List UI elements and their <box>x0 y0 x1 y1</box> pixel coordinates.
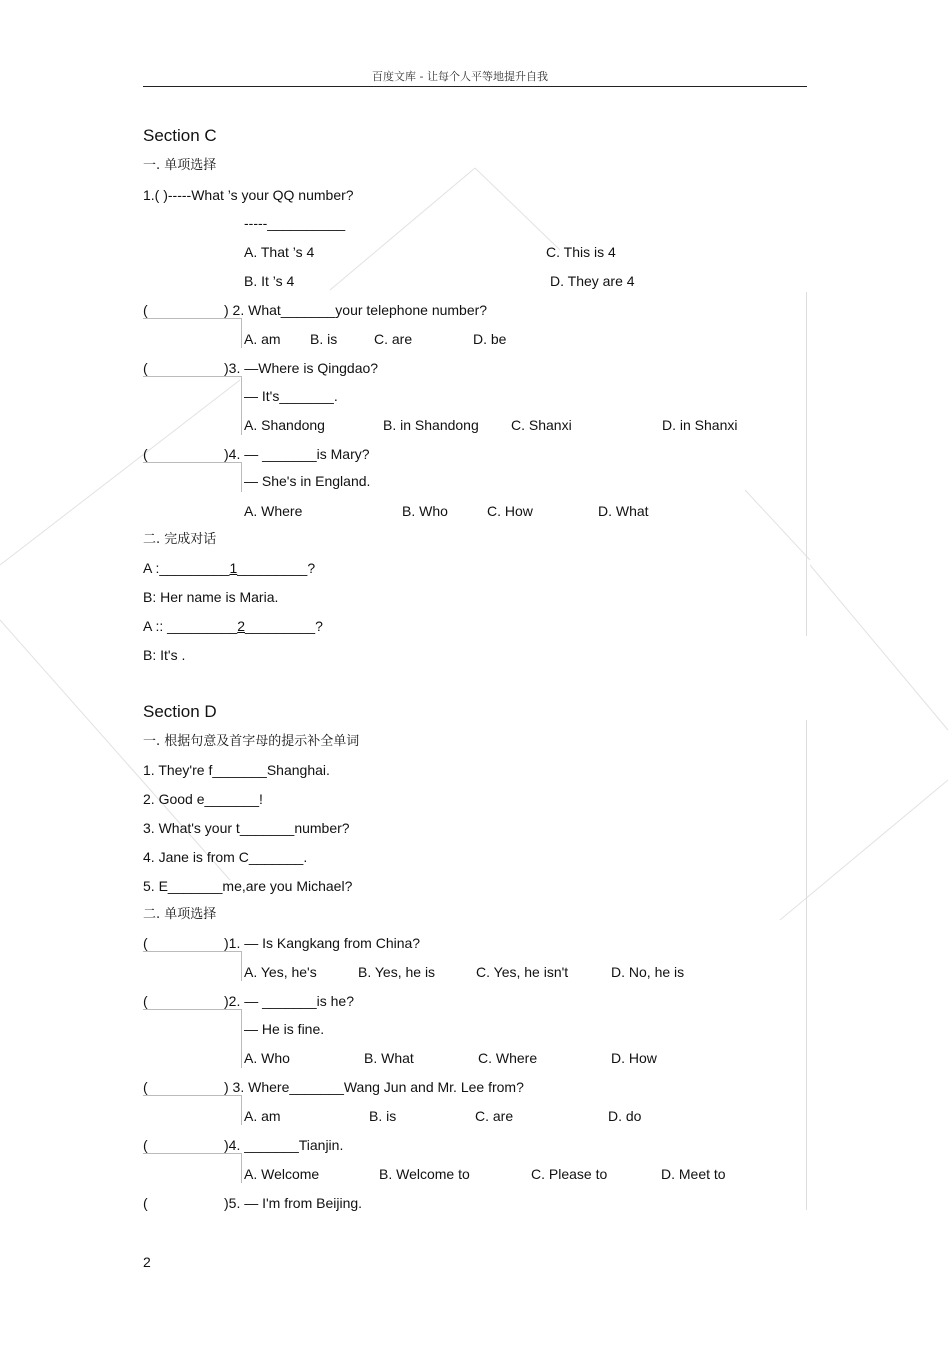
guide-line-right <box>806 292 807 636</box>
d-q1-option-c: C. Yes, he isn't <box>476 964 569 980</box>
c-q1-option-c: C. This is 4 <box>546 244 616 260</box>
page-number: 2 <box>143 1254 151 1270</box>
dialog-speaker-a1: A : <box>143 560 160 576</box>
c-q4-reply: — She's in England. <box>244 473 371 489</box>
d-fill-2: 2. Good e_______! <box>143 791 263 807</box>
page-header: 百度文库 - 让每个人平等地提升自我 <box>372 70 548 83</box>
d-fill-3: 3. What's your t_______number? <box>143 820 350 836</box>
d-q2-option-d: D. How <box>611 1050 657 1066</box>
d-q2-stem: )2. — _______is he? <box>224 993 354 1009</box>
c-q2-stem: ) 2. What_______your telephone number? <box>224 302 488 318</box>
d-q2-answer-box <box>143 1009 242 1068</box>
d-q1-stem: )1. — Is Kangkang from China? <box>224 935 421 951</box>
d-fill-4: 4. Jane is from C_______. <box>143 849 308 865</box>
dialog-speaker-a2: A :: <box>143 618 164 634</box>
dialog-blank-1b[interactable]: _________ <box>237 560 308 576</box>
d-q5-stem: )5. — I'm from Beijing. <box>224 1195 363 1211</box>
d-q1-option-b: B. Yes, he is <box>358 964 436 980</box>
dialog-line-3 <box>143 617 323 635</box>
c-q2-option-b: B. is <box>310 331 338 347</box>
dialog-line-2: B: Her name is Maria. <box>143 589 279 605</box>
c-q3-paren: ( <box>143 360 148 376</box>
c-q1-stem: 1.( )-----What ’s your QQ number? <box>143 187 354 203</box>
header-rule <box>143 86 807 87</box>
d-q2-option-a: A. Who <box>244 1050 290 1066</box>
c-q4-option-c: C. How <box>487 503 533 519</box>
d-q3-paren: ( <box>143 1079 148 1095</box>
c-q4-answer-box <box>143 462 242 492</box>
dialog-number-2: 2 <box>237 618 245 634</box>
c-q3-option-a: A. Shandong <box>244 417 325 433</box>
d-q4-option-a: A. Welcome <box>244 1166 320 1182</box>
c-q4-option-d: D. What <box>598 503 649 519</box>
d-q4-option-b: B. Welcome to <box>379 1166 470 1182</box>
d-q4-option-d: D. Meet to <box>661 1166 726 1182</box>
section-d-title: Section D <box>143 702 217 721</box>
d-q3-option-c: C. are <box>475 1108 514 1124</box>
d-q2-option-b: B. What <box>364 1050 414 1066</box>
d-q2-reply: — He is fine. <box>244 1021 325 1037</box>
section-d-part2-title: 二. 单项选择 <box>143 907 217 922</box>
c-q1-option-d: D. They are 4 <box>550 273 635 289</box>
c-q4-paren: ( <box>143 446 148 462</box>
c-q1-option-a: A. That ’s 4 <box>244 244 315 260</box>
section-c-title: Section C <box>143 126 217 145</box>
dialog-number-1: 1 <box>229 560 238 576</box>
d-q3-stem: ) 3. Where_______Wang Jun and Mr. Lee from? <box>224 1079 524 1095</box>
d-q4-answer-box <box>143 1153 242 1183</box>
c-q3-answer-box <box>143 376 242 435</box>
dialog-end-2: ? <box>315 618 323 634</box>
section-d-part1-title: 一. 根据句意及首字母的提示补全单词 <box>143 734 360 749</box>
c-q3-option-b: B. in Shandong <box>383 417 479 433</box>
c-q1-option-b: B. It ’s 4 <box>244 273 295 289</box>
dialog-line-4: B: It's . <box>143 647 186 663</box>
guide-line-right-lower <box>806 720 807 1210</box>
c-q1-blank: -----__________ <box>244 215 346 231</box>
d-q3-option-d: D. do <box>608 1108 642 1124</box>
d-fill-1: 1. They're f_______Shanghai. <box>143 762 330 778</box>
section-c-part1-title: 一. 单项选择 <box>143 158 217 173</box>
c-q3-option-c: C. Shanxi <box>511 417 572 433</box>
section-c-part2-title: 二. 完成对话 <box>143 532 217 547</box>
d-q1-answer-box <box>143 951 242 981</box>
c-q2-option-d: D. be <box>473 331 507 347</box>
d-q3-option-b: B. is <box>369 1108 397 1124</box>
d-q2-paren: ( <box>143 993 148 1009</box>
dialog-end-1: ? <box>307 560 316 576</box>
d-fill-5: 5. E_______me,are you Michael? <box>143 878 353 894</box>
c-q2-option-c: C. are <box>374 331 413 347</box>
d-q3-option-a: A. am <box>244 1108 281 1124</box>
c-q3-reply: — It's_______. <box>244 388 338 404</box>
d-q5-paren: ( <box>143 1195 148 1211</box>
d-q1-option-d: D. No, he is <box>611 964 685 980</box>
c-q2-answer-box <box>143 318 242 348</box>
dialog-line-1 <box>143 559 315 577</box>
c-q2-option-a: A. am <box>244 331 281 347</box>
c-q3-option-d: D. in Shanxi <box>662 417 738 433</box>
d-q1-option-a: A. Yes, he's <box>244 964 317 980</box>
c-q4-option-a: A. Where <box>244 503 303 519</box>
d-q4-paren: ( <box>143 1137 148 1153</box>
c-q4-stem: )4. — _______is Mary? <box>224 446 370 462</box>
c-q4-option-b: B. Who <box>402 503 448 519</box>
dialog-blank-2a[interactable]: _________ <box>167 618 238 634</box>
d-q3-answer-box <box>143 1095 242 1125</box>
c-q3-stem: )3. —Where is Qingdao? <box>224 360 379 376</box>
dialog-blank-2b[interactable]: _________ <box>245 618 316 634</box>
c-q2-paren: ( <box>143 302 148 318</box>
d-q4-stem: )4. _______Tianjin. <box>224 1137 344 1153</box>
d-q1-paren: ( <box>143 935 148 951</box>
d-q2-option-c: C. Where <box>478 1050 538 1066</box>
dialog-blank-1a[interactable]: _________ <box>159 560 230 576</box>
d-q4-option-c: C. Please to <box>531 1166 608 1182</box>
